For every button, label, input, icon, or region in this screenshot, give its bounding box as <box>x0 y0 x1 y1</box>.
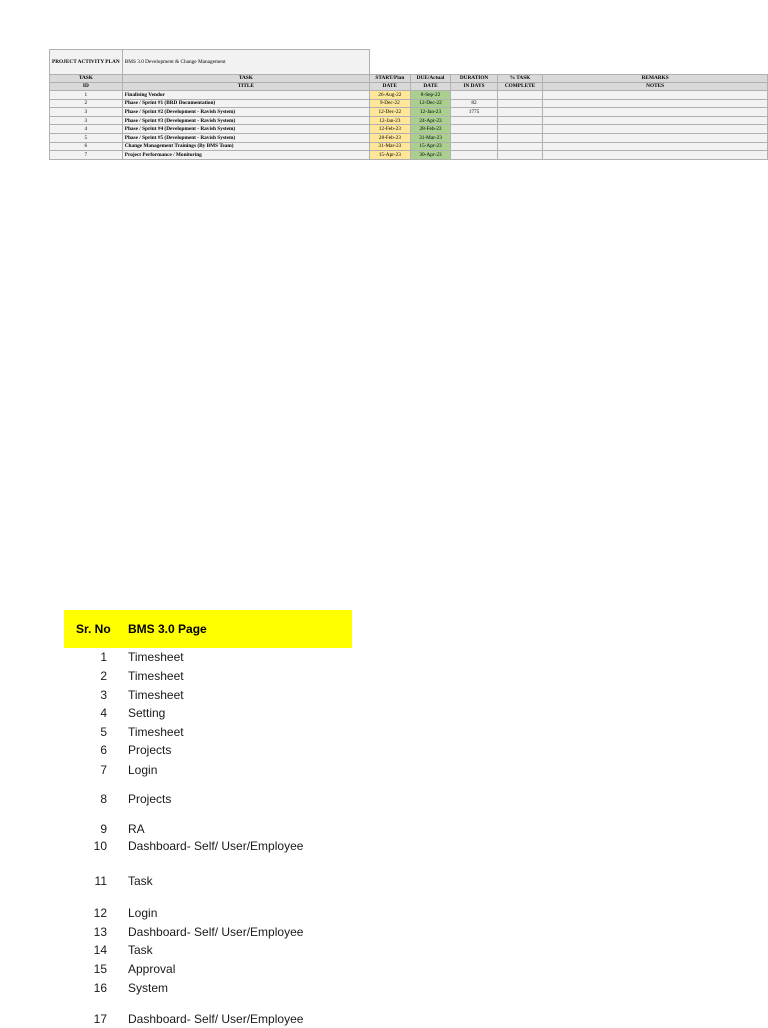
bms-page-name: Timesheet <box>128 725 184 739</box>
plan-cell-title: Phase / Sprint #3 (Development - Ravish System) <box>122 116 369 125</box>
plan-cell-pct <box>497 99 543 108</box>
plan-cell-duration <box>451 133 497 142</box>
bms-page-name: Dashboard- Self/ User/Employee <box>128 1012 304 1026</box>
bms-page-name: Timesheet <box>128 669 184 683</box>
list-item <box>64 650 384 666</box>
plan-cell-pct <box>497 91 543 100</box>
bms-page-header: BMS 3.0 Page <box>128 622 207 636</box>
plan-header-row <box>50 50 768 75</box>
sr-no: 8 <box>100 792 107 806</box>
sr-no: 5 <box>100 725 107 739</box>
plan-cell-notes <box>543 99 768 108</box>
plan-cell-title: Phase / Sprint #2 (Development - Ravish System) <box>122 108 369 117</box>
col-header: NOTES <box>543 83 768 91</box>
col-header: TITLE <box>122 83 369 91</box>
sr-no-header: Sr. No <box>76 622 111 636</box>
sr-no: 17 <box>93 1012 107 1026</box>
list-item <box>64 792 384 808</box>
list-item <box>64 925 384 941</box>
plan-row <box>50 125 768 134</box>
plan-cell-pct <box>497 151 543 160</box>
col-header: COMPLETE <box>497 83 543 91</box>
plan-cell-id: 1 <box>50 91 123 100</box>
plan-row <box>50 108 768 117</box>
sr-no: 12 <box>93 906 107 920</box>
list-item <box>64 706 384 722</box>
plan-cell-pct <box>497 108 543 117</box>
plan-cell-notes <box>543 116 768 125</box>
plan-cell-due: 28-Feb-23 <box>410 125 451 134</box>
list-item <box>64 943 384 959</box>
list-item <box>64 1012 384 1028</box>
list-item <box>64 962 384 978</box>
plan-cell-duration <box>451 116 497 125</box>
plan-cell-id: 3 <box>50 108 123 117</box>
col-header: REMARKS <box>543 75 768 83</box>
col-header: DUE/Actual <box>410 75 451 83</box>
list-item <box>64 688 384 704</box>
plan-cell-pct <box>497 116 543 125</box>
plan-cell-notes <box>543 142 768 151</box>
plan-row <box>50 91 768 100</box>
bms-page-name: Setting <box>128 706 166 720</box>
plan-header-blank <box>369 50 767 75</box>
list-item <box>64 725 384 741</box>
plan-header-label: PROJECT ACTIVITY PLAN <box>50 50 123 75</box>
list-item <box>64 822 384 838</box>
plan-cell-notes <box>543 133 768 142</box>
bms-page-name: Task <box>128 943 153 957</box>
list-item <box>64 669 384 685</box>
bms-page-name: Login <box>128 906 158 920</box>
col-header: ID <box>50 83 123 91</box>
bms-page-name: Approval <box>128 962 176 976</box>
plan-cell-due: 15-Apr-23 <box>410 142 451 151</box>
plan-cell-id: 5 <box>50 133 123 142</box>
plan-rows <box>50 91 768 160</box>
plan-cell-id: 4 <box>50 125 123 134</box>
plan-cell-id: 3 <box>50 116 123 125</box>
plan-cell-duration <box>451 151 497 160</box>
plan-cell-due: 24-Apr-23 <box>410 116 451 125</box>
list-item <box>64 981 384 997</box>
sr-no: 11 <box>94 874 107 888</box>
sr-no: 3 <box>100 688 107 702</box>
sr-no: 2 <box>100 669 107 683</box>
plan-cell-start: 28-Feb-23 <box>369 133 410 142</box>
plan-cell-due: 30-Apr-23 <box>410 151 451 160</box>
col-header: TASK <box>122 75 369 83</box>
plan-cell-duration <box>451 125 497 134</box>
list-item <box>64 874 384 890</box>
plan-cell-id: 7 <box>50 151 123 160</box>
plan-cell-title: Finalising Vendor <box>122 91 369 100</box>
plan-cell-title: Project Performance / Monitoring <box>122 151 369 160</box>
plan-cell-start: 9-Dec-22 <box>369 99 410 108</box>
col-header: DATE <box>369 83 410 91</box>
bms-page-name: RA <box>128 822 145 836</box>
plan-cell-pct <box>497 125 543 134</box>
plan-cell-start: 12-Dec-22 <box>369 108 410 117</box>
plan-cell-due: 8-Sep-22 <box>410 91 451 100</box>
bms-page-name: Timesheet <box>128 688 184 702</box>
sr-no: 4 <box>100 706 107 720</box>
sr-no: 7 <box>100 763 107 777</box>
plan-row <box>50 133 768 142</box>
col-header: START/Plan <box>369 75 410 83</box>
plan-header-title: BMS 3.0 Development & Change Management <box>122 50 369 75</box>
plan-row <box>50 151 768 160</box>
plan-row <box>50 116 768 125</box>
plan-cell-due: 31-Mar-23 <box>410 133 451 142</box>
plan-column-header-row-1 <box>50 75 768 83</box>
plan-cell-duration: 82 <box>451 99 497 108</box>
sr-no: 1 <box>100 650 107 664</box>
col-header: TASK <box>50 75 123 83</box>
bms-page-name: Dashboard- Self/ User/Employee <box>128 839 304 853</box>
plan-cell-due: 12-Dec-22 <box>410 99 451 108</box>
bms-page-name: System <box>128 981 169 995</box>
page-list-header <box>64 610 352 648</box>
bms-page-name: Login <box>128 763 158 777</box>
plan-cell-start: 15-Apr-23 <box>369 151 410 160</box>
plan-cell-duration: 1775 <box>451 108 497 117</box>
plan-cell-notes <box>543 91 768 100</box>
sr-no: 15 <box>93 962 107 976</box>
col-header: % TASK <box>497 75 543 83</box>
plan-cell-notes <box>543 151 768 160</box>
plan-cell-pct <box>497 142 543 151</box>
plan-cell-start: 31-Mar-23 <box>369 142 410 151</box>
project-activity-plan-table <box>49 49 768 160</box>
plan-cell-title: Phase / Sprint #1 (BRD Documentation) <box>122 99 369 108</box>
plan-cell-duration <box>451 142 497 151</box>
col-header: DURATION <box>451 75 497 83</box>
plan-row <box>50 142 768 151</box>
sr-no: 6 <box>100 743 107 757</box>
plan-cell-title: Phase / Sprint #4 (Development - Ravish System) <box>122 125 369 134</box>
bms-page-name: Timesheet <box>128 650 184 664</box>
plan-cell-notes <box>543 125 768 134</box>
sr-no: 14 <box>93 943 107 957</box>
plan-cell-duration <box>451 91 497 100</box>
col-header: DATE <box>410 83 451 91</box>
plan-cell-start: 12-Jan-23 <box>369 116 410 125</box>
plan-cell-pct <box>497 133 543 142</box>
sr-no: 9 <box>100 822 107 836</box>
plan-cell-due: 12-Jan-23 <box>410 108 451 117</box>
bms-page-name: Projects <box>128 792 172 806</box>
plan-cell-notes <box>543 108 768 117</box>
bms-page-name: Dashboard- Self/ User/Employee <box>128 925 304 939</box>
col-header: IN DAYS <box>451 83 497 91</box>
list-item <box>64 839 384 855</box>
list-item <box>64 763 384 779</box>
plan-cell-start: 26-Aug-22 <box>369 91 410 100</box>
plan-row <box>50 99 768 108</box>
sr-no: 16 <box>93 981 107 995</box>
plan-cell-id: 2 <box>50 99 123 108</box>
plan-cell-title: Phase / Sprint #5 (Development - Ravish System) <box>122 133 369 142</box>
list-item <box>64 906 384 922</box>
plan-cell-start: 12-Feb-23 <box>369 125 410 134</box>
plan-column-header-row-2 <box>50 83 768 91</box>
sr-no: 10 <box>93 839 107 853</box>
bms-page-name: Projects <box>128 743 172 757</box>
list-item <box>64 743 384 759</box>
plan-cell-title: Change Management Trainings (By BMS Team) <box>122 142 369 151</box>
bms-page-name: Task <box>128 874 153 888</box>
plan-cell-id: 6 <box>50 142 123 151</box>
sr-no: 13 <box>93 925 107 939</box>
